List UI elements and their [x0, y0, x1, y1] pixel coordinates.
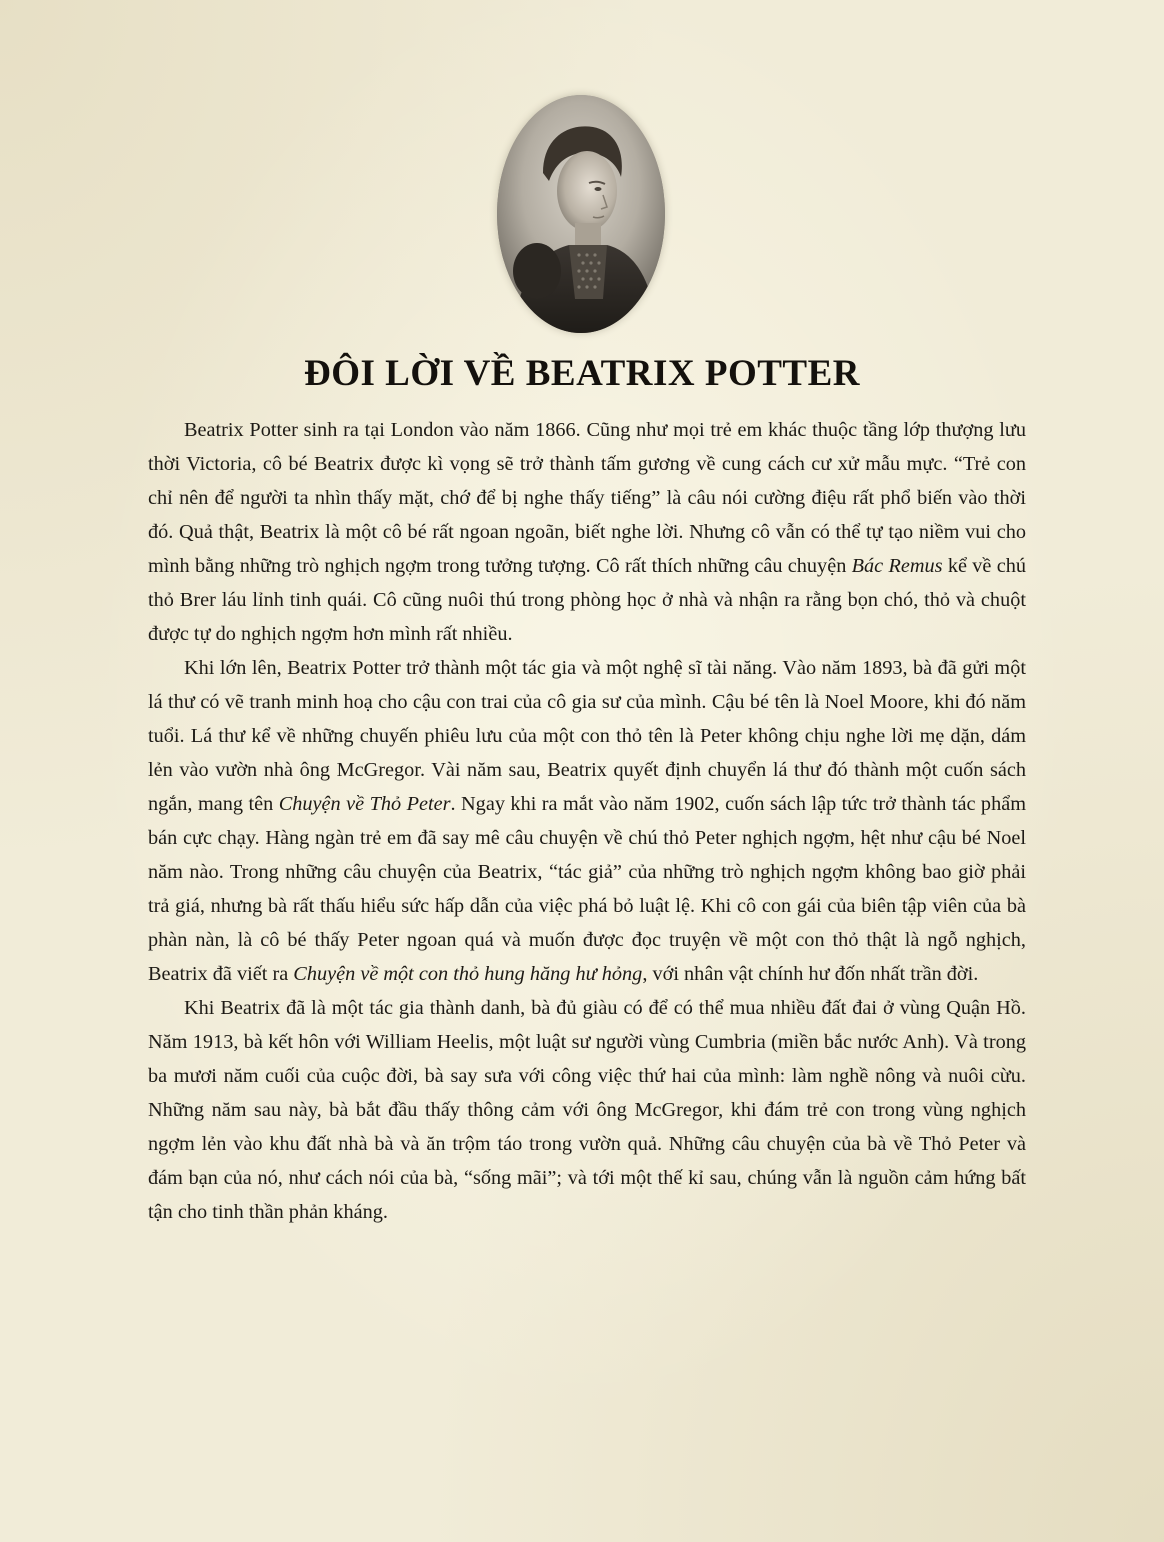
paragraph-1-text-a: Beatrix Potter sinh ra tại London vào năm 1866. Cũng như mọi trẻ em khác thuộc tầng lớp thượng lưu thời Victoria, cô bé Beatrix được kì vọng sẽ trở thành tấm gương về cung cách cư xử mẫu mực. “Trẻ con chỉ nên để người ta nhìn thấy mặt, chớ để bị nghe thấy tiếng” là câu nói cường điệu rất phổ biến vào thời đó. Quả thật, Beatrix là một cô bé rất ngoan ngoãn, biết nghe lời. Nhưng cô vẫn có thể tự tạo niềm vui cho mình bằng những trò nghịch ngợm trong tưởng tượng. Cô rất thích những câu chuyện — [148, 419, 1026, 577]
article-body — [148, 413, 1026, 1229]
paragraph-2-text-c: , với nhân vật chính hư đốn nhất trần đời. — [642, 963, 979, 985]
portrait-illustration — [497, 95, 665, 333]
paragraph-1-text-b: kể về chú thỏ Brer láu lỉnh tinh quái. Cô cũng nuôi thú trong phòng học ở nhà và nhận ra rằng bọn chó, thỏ và chuột được tự do nghịch ngợm hơn mình rất nhiều. — [148, 555, 1027, 645]
portrait-photo — [497, 95, 665, 333]
paragraph-2-italic-title-2: Chuyện về một con thỏ hung hăng hư hỏng — [293, 963, 643, 985]
paragraph-1-italic-title: Bác Remus — [851, 555, 943, 577]
paragraph-3-text-a: Khi Beatrix đã là một tác gia thành danh, bà đủ giàu có để có thể mua nhiều đất đai ở vùng Quận Hồ. Năm 1913, bà kết hôn với William Heelis, một luật sư người vùng Cumbria (miền bắc nước Anh). Và trong ba mươi năm cuối của cuộc đời, bà say sưa với công việc thứ hai của mình: làm nghề nông và nuôi cừu. Những năm sau này, bà bắt đầu thấy thông cảm với ông McGregor, khi đám trẻ con trong vùng nghịch ngợm lẻn vào khu đất nhà bà và ăn trộm táo trong vườn quả. Những câu chuyện của bà về Thỏ Peter và đám bạn của nó, như cách nói của bà, “sống mãi”; và tới một thế kỉ sau, chúng vẫn là nguồn cảm hứng bất tận cho tinh thần phản kháng. — [148, 997, 1026, 1223]
page-title: ĐÔI LỜI VỀ BEATRIX POTTER — [304, 353, 860, 394]
paragraph-2 — [148, 651, 1026, 991]
paragraph-2-text-b: . Ngay khi ra mắt vào năm 1902, cuốn sách lập tức trở thành tác phẩm bán cực chạy. Hàng ngàn trẻ em đã say mê câu chuyện về chú thỏ Peter nghịch ngợm, hệt như cậu bé Noel năm nào. Trong những câu chuyện của Beatrix, “tác giả” của những trò nghịch ngợm không bao giờ phải trả giá, nhưng bà rất thấu hiểu sức hấp dẫn của việc phá bỏ luật lệ. Khi cô con gái của biên tập viên của bà phàn nàn, là cô bé thấy Peter ngoan quá và muốn được đọc truyện về một con thỏ thật là ngỗ nghịch, Beatrix đã viết ra — [148, 793, 1026, 985]
paragraph-2-text-a: Khi lớn lên, Beatrix Potter trở thành một tác gia và một nghệ sĩ tài năng. Vào năm 1893, bà đã gửi một lá thư có vẽ tranh minh hoạ cho cậu con trai của cô gia sư của mình. Cậu bé tên là Noel Moore, khi đó năm tuổi. Lá thư kể về những chuyến phiêu lưu của một con thỏ tên là Peter không chịu nghe lời mẹ dặn, dám lẻn vào vườn nhà ông McGregor. Vài năm sau, Beatrix quyết định chuyển lá thư đó thành một cuốn sách ngắn, mang tên — [148, 657, 1026, 815]
paragraph-3 — [148, 991, 1026, 1229]
paragraph-1 — [148, 413, 1026, 651]
paragraph-2-italic-title-1: Chuyện về Thỏ Peter — [278, 793, 451, 815]
